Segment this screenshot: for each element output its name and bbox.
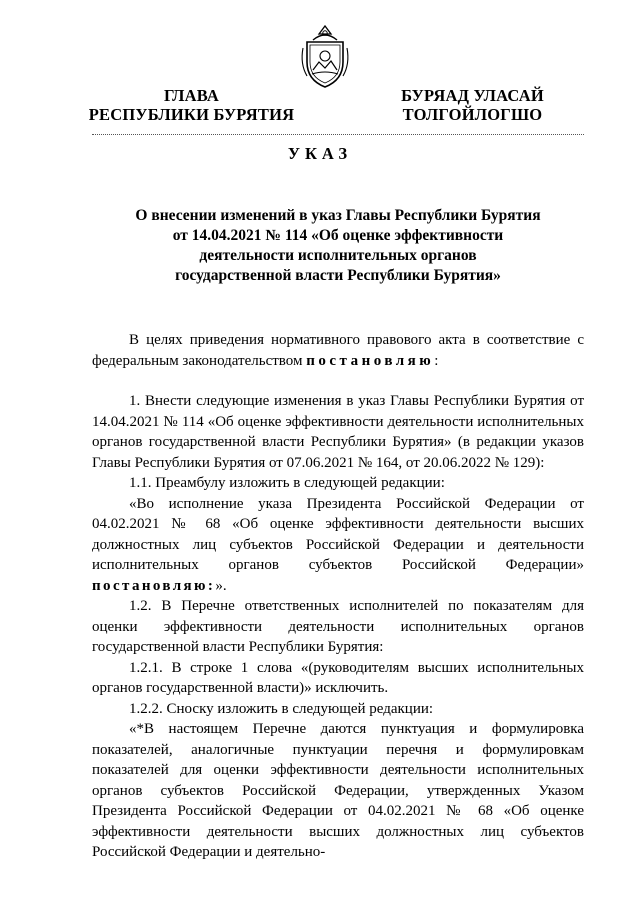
header-right-line2: ТОЛГОЙЛОГШО xyxy=(402,105,543,124)
document-type: УКАЗ xyxy=(287,144,353,163)
header-right-line1: БУРЯАД УЛАСАЙ xyxy=(401,86,544,105)
paragraph-1: 1. Внести следующие изменения в указ Главы Республики Бурятия от 14.04.2021 № 114 «Об оценке эффективности деятельности исполнительных органов государственной власти Республики Бурятия» (в редакции указов Главы Республики Бурятия от 07.06.2021 № 164, от 20.06.2022 № 129): xyxy=(92,393,584,471)
title-line: от 14.04.2021 № 114 «Об оценке эффективности xyxy=(172,227,504,244)
decree-word: постановляю xyxy=(306,352,435,369)
paragraph-1-2-1: 1.2.1. В строке 1 слова «(руководителям высших исполнительных органов государственной власти)» исключить. xyxy=(92,659,584,696)
document-body xyxy=(92,330,584,863)
coat-of-arms-emblem xyxy=(297,24,353,90)
title-line: О внесении изменений в указ Главы Республики Бурятия xyxy=(135,207,541,224)
header-right xyxy=(390,86,555,124)
paragraph-1-2-2: 1.2.2. Сноску изложить в следующей редакции: xyxy=(129,700,434,717)
header-divider xyxy=(92,134,584,135)
decree-word: постановляю: xyxy=(92,577,216,594)
paragraph-1-1-quote: «Во исполнение указа Президента Российской Федерации от 04.02.2021 № 68 «Об оценке эффективности деятельности высших должностных лиц субъектов Российской Федерации и деятельности исполнительных органов субъектов Российской Федерации» постановляю:». xyxy=(92,495,584,594)
paragraph-1-2-2-quote: «*В настоящем Перечне даются пунктуация и формулировка показателей, аналогичные пунктуации перечня и формулировкам показателей для оценки эффективности деятельности исполнительных органов субъектов Российской Федерации, утвержденных Указом Президента Российской Федерации от 04.02.2021 № 68 «Об оценке эффективности деятельности высших должностных лиц субъектов Российской Федерации и деятельно- xyxy=(92,721,584,860)
paragraph-1-2: 1.2. В Перечне ответственных исполнителей по показателям для оценки эффективности деятельности исполнительных органов государственной власти Республики Бурятия: xyxy=(92,598,584,655)
title-line: деятельности исполнительных органов xyxy=(199,247,477,264)
title-line: государственной власти Республики Бурятия» xyxy=(175,267,501,284)
paragraph-1-1: 1.1. Преамбулу изложить в следующей редакции: xyxy=(129,475,445,491)
document-title xyxy=(92,206,584,286)
header-left-line1: ГЛАВА xyxy=(163,86,220,105)
header-left-line2: РЕСПУБЛИКИ БУРЯТИЯ xyxy=(88,105,295,124)
intro-paragraph: В целях приведения нормативного правового акта в соответствие с федеральным законодательством постановляю: xyxy=(92,332,584,369)
header-left xyxy=(84,86,299,124)
